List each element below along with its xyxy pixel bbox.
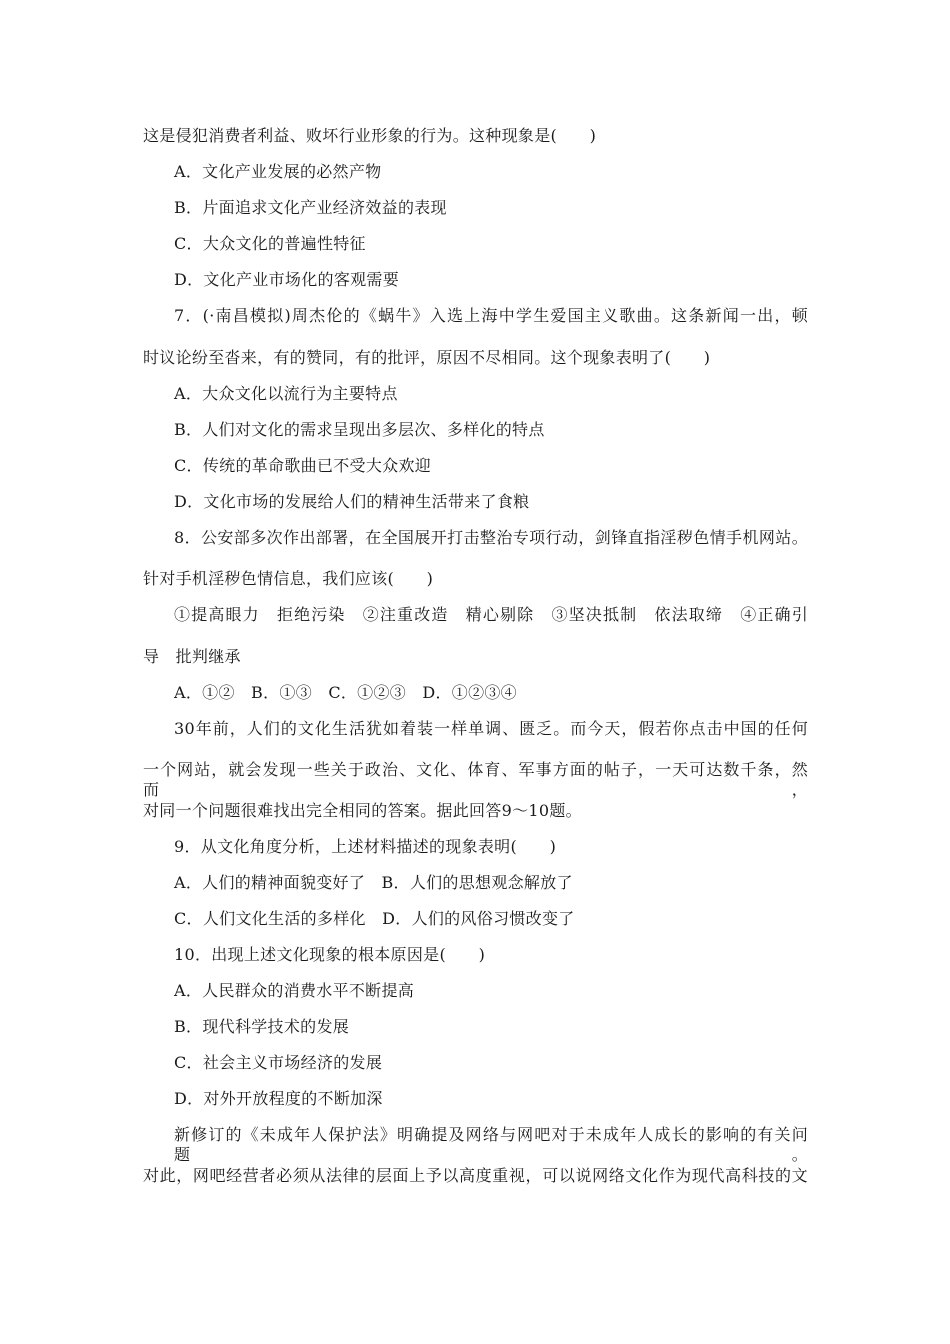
option-c: C．传统的革命歌曲已不受大众欢迎: [174, 456, 432, 475]
statement-list: ①提高眼力 拒绝污染 ②注重改造 精心剔除 ③坚决抵制 依法取缔 ④正确引: [174, 605, 808, 624]
option-a: A．人民群众的消费水平不断提高: [174, 981, 415, 1000]
option-c: C．社会主义市场经济的发展: [174, 1053, 383, 1072]
text-line: 对同一个问题很难找出完全相同的答案。据此回答9～10题。: [143, 801, 582, 820]
answer-options: A．①② B．①③ C．①②③ D．①②③④: [174, 683, 517, 702]
material-paragraph: 新修订的《未成年人保护法》明确提及网络与网吧对于未成年人成长的影响的有关问题。: [174, 1125, 808, 1164]
option-d: D．对外开放程度的不断加深: [174, 1089, 383, 1108]
options-ab: A．人们的精神面貌变好了 B．人们的思想观念解放了: [174, 873, 573, 892]
question-10: 10．出现上述文化现象的根本原因是( ): [174, 945, 486, 964]
option-c: C．大众文化的普遍性特征: [174, 234, 366, 253]
text-line: 针对手机淫秽色情信息，我们应该( ): [143, 569, 434, 588]
options-cd: C．人们文化生活的多样化 D．人们的风俗习惯改变了: [174, 909, 575, 928]
text-line: 对此，网吧经营者必须从法律的层面上予以高度重视，可以说网络文化作为现代高科技的文: [143, 1166, 808, 1185]
option-a: A．大众文化以流行为主要特点: [174, 384, 398, 403]
text-line: 时议论纷至沓来，有的赞同，有的批评，原因不尽相同。这个现象表明了( ): [143, 348, 711, 367]
option-d: D．文化市场的发展给人们的精神生活带来了食粮: [174, 492, 530, 511]
option-a: A．文化产业发展的必然产物: [174, 162, 382, 181]
question-9: 9．从文化角度分析，上述材料描述的现象表明( ): [174, 837, 557, 856]
option-b: B．现代科学技术的发展: [174, 1017, 350, 1036]
text-line: 导 批判继承: [143, 647, 241, 666]
option-b: B．片面追求文化产业经济效益的表现: [174, 198, 447, 217]
option-b: B．人们对文化的需求呈现出多层次、多样化的特点: [174, 420, 545, 439]
text-line: 一个网站，就会发现一些关于政治、文化、体育、军事方面的帖子，一天可达数千条，然而，: [143, 760, 808, 799]
text-line: 这是侵犯消费者利益、败坏行业形象的行为。这种现象是( ): [143, 126, 597, 145]
question-8: 8．公安部多次作出部署，在全国展开打击整治专项行动，剑锋直指淫秽色情手机网站。: [174, 528, 808, 547]
material-paragraph: 30年前，人们的文化生活犹如着装一样单调、匮乏。而今天，假若你点击中国的任何: [174, 719, 808, 738]
option-d: D．文化产业市场化的客观需要: [174, 270, 400, 289]
question-7: 7．(·南昌模拟)周杰伦的《蜗牛》入选上海中学生爱国主义歌曲。这条新闻一出，顿: [174, 306, 808, 325]
